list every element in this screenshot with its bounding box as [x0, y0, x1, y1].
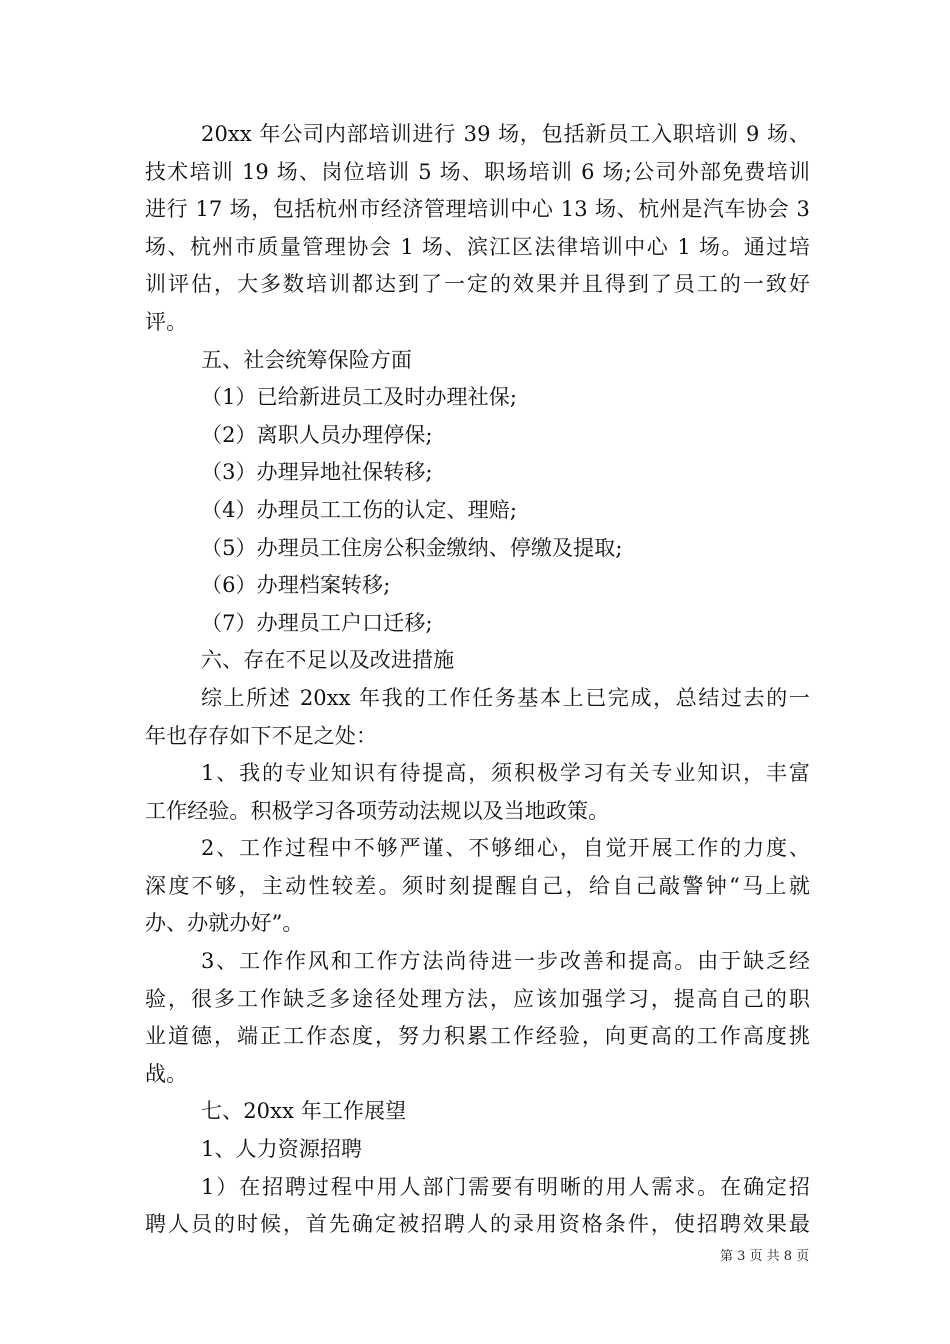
text-line: 综上所述 20xx 年我的工作任务基本上已完成，总结过去的一	[201, 685, 810, 710]
text-line: 验，很多工作缺乏多途径处理方法，应该加强学习，提高自己的职	[145, 986, 810, 1011]
text-line: （6）办理档案转移;	[201, 573, 391, 598]
text-line: 2、工作过程中不够严谨、不够细心，自觉开展工作的力度、	[201, 836, 810, 861]
document-body	[145, 116, 810, 1244]
text-line: 评。	[145, 309, 188, 334]
text-line: 六、存在不足以及改进措施	[201, 648, 455, 673]
text-line: 20xx 年公司内部培训进行 39 场，包括新员工入职培训 9 场、	[201, 122, 810, 146]
text-line: 战。	[145, 1061, 188, 1086]
text-line: 五、社会统筹保险方面	[201, 347, 412, 372]
text-line: 七、20xx 年工作展望	[201, 1099, 407, 1124]
text-line: 训评估，大多数培训都达到了一定的效果并且得到了员工的一致好	[145, 272, 810, 297]
text-line: （1）已给新进员工及时办理社保;	[201, 385, 518, 410]
text-line: 1）在招聘过程中用人部门需要有明晰的用人需求。在确定招	[201, 1174, 810, 1199]
text-line: 工作经验。积极学习各项劳动法规以及当地政策。	[145, 798, 610, 823]
text-line: （3）办理异地社保转移;	[201, 460, 433, 485]
text-line: 深度不够，主动性较差。须时刻提醒自己，给自己敲警钟“马上就	[145, 873, 810, 898]
text-line: 1、我的专业知识有待提高，须积极学习有关专业知识，丰富	[201, 761, 810, 786]
text-line: 聘人员的时候，首先确定被招聘人的录用资格条件，使招聘效果最	[145, 1212, 810, 1237]
text-line: 技术培训 19 场、岗位培训 5 场、职场培训 6 场;公司外部免费培训	[145, 159, 810, 184]
page-number: 第 3 页 共 8 页	[720, 1249, 810, 1264]
text-line: （7）办理员工户口迁移;	[201, 610, 433, 635]
text-line: （4）办理员工工伤的认定、理赔;	[201, 497, 518, 522]
text-line: 3、工作作风和工作方法尚待进一步改善和提高。由于缺乏经	[201, 949, 810, 974]
text-line: （2）离职人员办理停保;	[201, 422, 433, 447]
text-line: 进行 17 场，包括杭州市经济管理培训中心 13 场、杭州是汽车协会 3	[145, 197, 810, 222]
text-line: 办、办就办好”。	[145, 911, 304, 936]
text-line: 年也存存如下不足之处：	[145, 723, 378, 748]
text-line: （5）办理员工住房公积金缴纳、停缴及提取;	[201, 535, 623, 560]
text-line: 场、杭州市质量管理协会 1 场、滨江区法律培训中心 1 场。通过培	[145, 234, 810, 259]
text-line: 业道德，端正工作态度，努力积累工作经验，向更高的工作高度挑	[145, 1024, 810, 1049]
text-line: 1、人力资源招聘	[201, 1137, 363, 1162]
